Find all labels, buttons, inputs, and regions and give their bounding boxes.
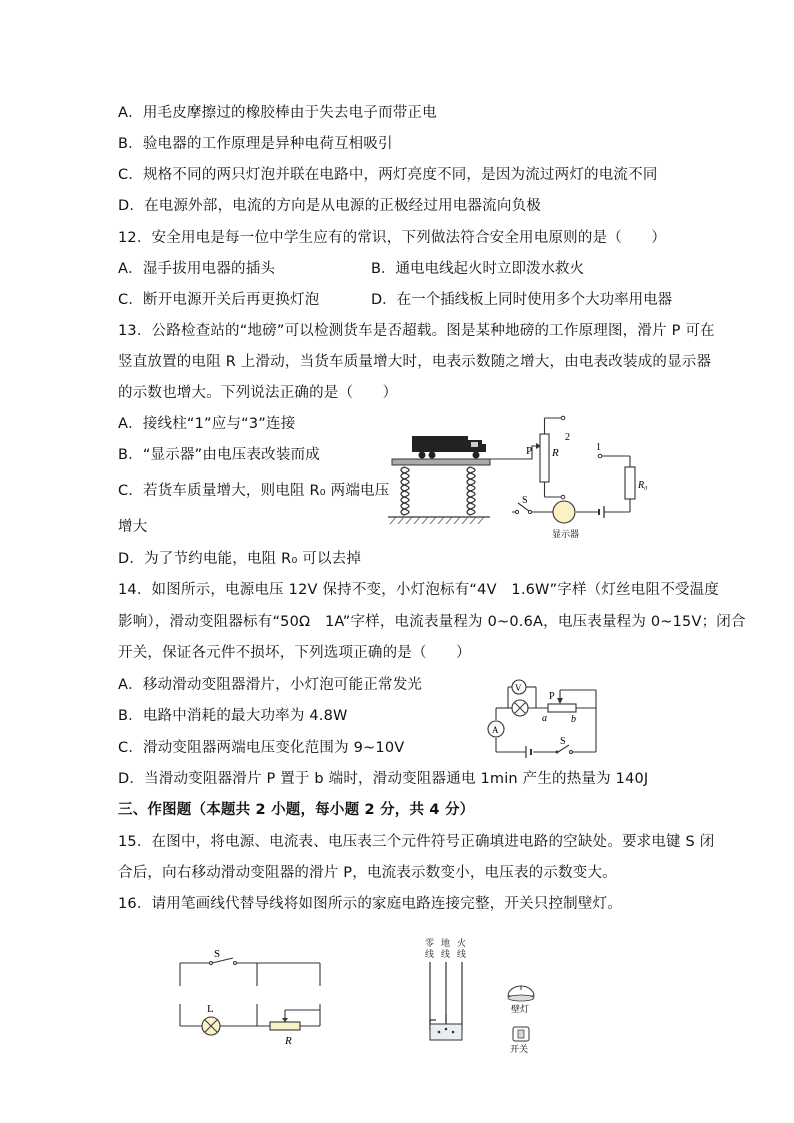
q11-option-a: A．用毛皮摩擦过的橡胶棒由于失去电子而带正电 — [118, 105, 437, 121]
label-r: R — [285, 1035, 292, 1047]
q13-weighbridge-figure — [380, 412, 670, 547]
q14-option-c: C．滑动变阻器两端电压变化范围为 9~10V — [118, 740, 405, 756]
label-wall-lamp: 壁灯 — [511, 1004, 530, 1014]
terminal-2-icon — [561, 416, 565, 420]
q14-stem-line1: 14．如图所示，电源电压 12V 保持不变，小灯泡标有“4V 1.6W”字样（灯丝电阻不受温度 — [118, 582, 720, 598]
q14-option-a: A．移动滑动变阻器滑片，小灯泡可能正常发光 — [118, 677, 423, 693]
socket-icon — [430, 1024, 462, 1040]
label-switch: 开关 — [510, 1044, 529, 1054]
label-b-end: b — [571, 714, 576, 725]
resistor-r0-icon — [625, 467, 635, 499]
q15-circuit-figure — [170, 948, 340, 1048]
q13-option-d: D．为了节约电能，电阻 R₀ 可以去掉 — [118, 551, 362, 567]
q16-household-circuit-figure — [410, 934, 560, 1056]
terminal-1-icon — [598, 454, 602, 458]
label-s: S — [560, 736, 566, 747]
rheostat-icon — [548, 704, 576, 712]
spring-left-icon — [401, 467, 409, 515]
q12-stem: 12．安全用电是每一位中学生应有的常识，下列做法符合安全用电原则的是（ ） — [118, 230, 667, 246]
label-v: V — [515, 683, 522, 693]
label-a-end: a — [542, 713, 547, 724]
label-r: R — [552, 447, 559, 459]
label-ground-wire-1: 地 — [441, 938, 451, 948]
label-terminal-1: 1 — [596, 442, 601, 453]
q14-stem-line2: 影响），滑动变阻器标有“50Ω 1A”字样，电流表量程为 0~0.6A，电压表量程为 0~15V；闭合 — [118, 614, 746, 630]
terminal-3-icon — [561, 495, 565, 499]
label-p: P — [549, 691, 555, 702]
label-terminal-2: 2 — [565, 432, 570, 443]
q12-option-a: A．湿手拔用电器的插头 — [118, 261, 276, 277]
rheostat-r-icon — [270, 1022, 300, 1030]
q11-option-b: B．验电器的工作原理是异种电荷互相吸引 — [118, 136, 393, 152]
truck-icon — [412, 436, 486, 459]
label-a: A — [492, 725, 499, 735]
label-live-wire-1: 火 — [457, 938, 467, 948]
label-display: 显示器 — [552, 529, 580, 539]
q12-option-c: C．断开电源开关后再更换灯泡 — [118, 292, 320, 308]
q15-stem-line1: 15．在图中，将电源、电流表、电压表三个元件符号正确填进电路的空缺处。要求电键 S 闭 — [118, 834, 715, 850]
label-live-wire-2: 线 — [457, 949, 467, 959]
q14-option-d: D．当滑动变阻器滑片 P 置于 b 端时，滑动变阻器通电 1min 产生的热量为 140J — [118, 771, 649, 787]
label-p: P — [526, 445, 533, 457]
q14-stem-line3: 开关，保证各元件不损坏，下列选项正确的是（ ） — [118, 645, 471, 661]
q13-stem-line3: 的示数也增大。下列说法正确的是（ ） — [118, 385, 398, 401]
label-s: S — [214, 948, 221, 960]
q12-option-d: D．在一个插线板上同时使用多个大功率用电器 — [371, 292, 673, 308]
q12-option-b: B．通电电线起火时立即泼水救火 — [371, 261, 584, 277]
section-3-heading: 三、作图题（本题共 2 小题，每小题 2 分，共 4 分） — [118, 802, 475, 818]
q16-stem: 16．请用笔画线代替导线将如图所示的家庭电路连接完整，开关只控制壁灯。 — [118, 896, 622, 912]
q13-stem-line1: 13．公路检查站的“地磅”可以检测货车是否超载。图是某种地磅的工作原理图，滑片 P 可在 — [118, 323, 715, 339]
resistor-r-icon — [540, 434, 549, 482]
q11-option-d: D．在电源外部，电流的方向是从电源的正极经过用电器流向负极 — [118, 198, 541, 214]
label-neutral-wire-2: 线 — [425, 949, 435, 959]
display-meter-icon — [553, 501, 575, 523]
q13-option-b: B．“显示器”由电压表改装而成 — [118, 447, 320, 463]
q15-stem-line2: 合后，向右移动滑动变阻器的滑片 P，电流表示数变小，电压表的示数变大。 — [118, 865, 617, 881]
q13-stem-line2: 竖直放置的电阻 R 上滑动，当货车质量增大时，电表示数随之增大，由电表改装成的显示器 — [118, 354, 712, 370]
label-ground-wire-2: 线 — [441, 949, 451, 959]
label-r0: R₀ — [638, 480, 648, 491]
wall-lamp-icon — [508, 986, 534, 1001]
q13-option-c-line1: C．若货车质量增大，则电阻 R₀ 两端电压 — [118, 483, 390, 499]
label-l: L — [207, 1003, 214, 1015]
q13-option-c-line2: 增大 — [118, 519, 148, 535]
label-neutral-wire-1: 零 — [425, 938, 435, 948]
q14-circuit-figure — [484, 674, 604, 758]
q11-option-c: C．规格不同的两只灯泡并联在电路中，两灯亮度不同，是因为流过两灯的电流不同 — [118, 167, 658, 183]
q13-option-a: A．接线柱“1”应与“3”连接 — [118, 416, 296, 432]
label-s: S — [522, 495, 528, 506]
spring-right-icon — [467, 467, 475, 515]
q14-option-b: B．电路中消耗的最大功率为 4.8W — [118, 708, 348, 724]
